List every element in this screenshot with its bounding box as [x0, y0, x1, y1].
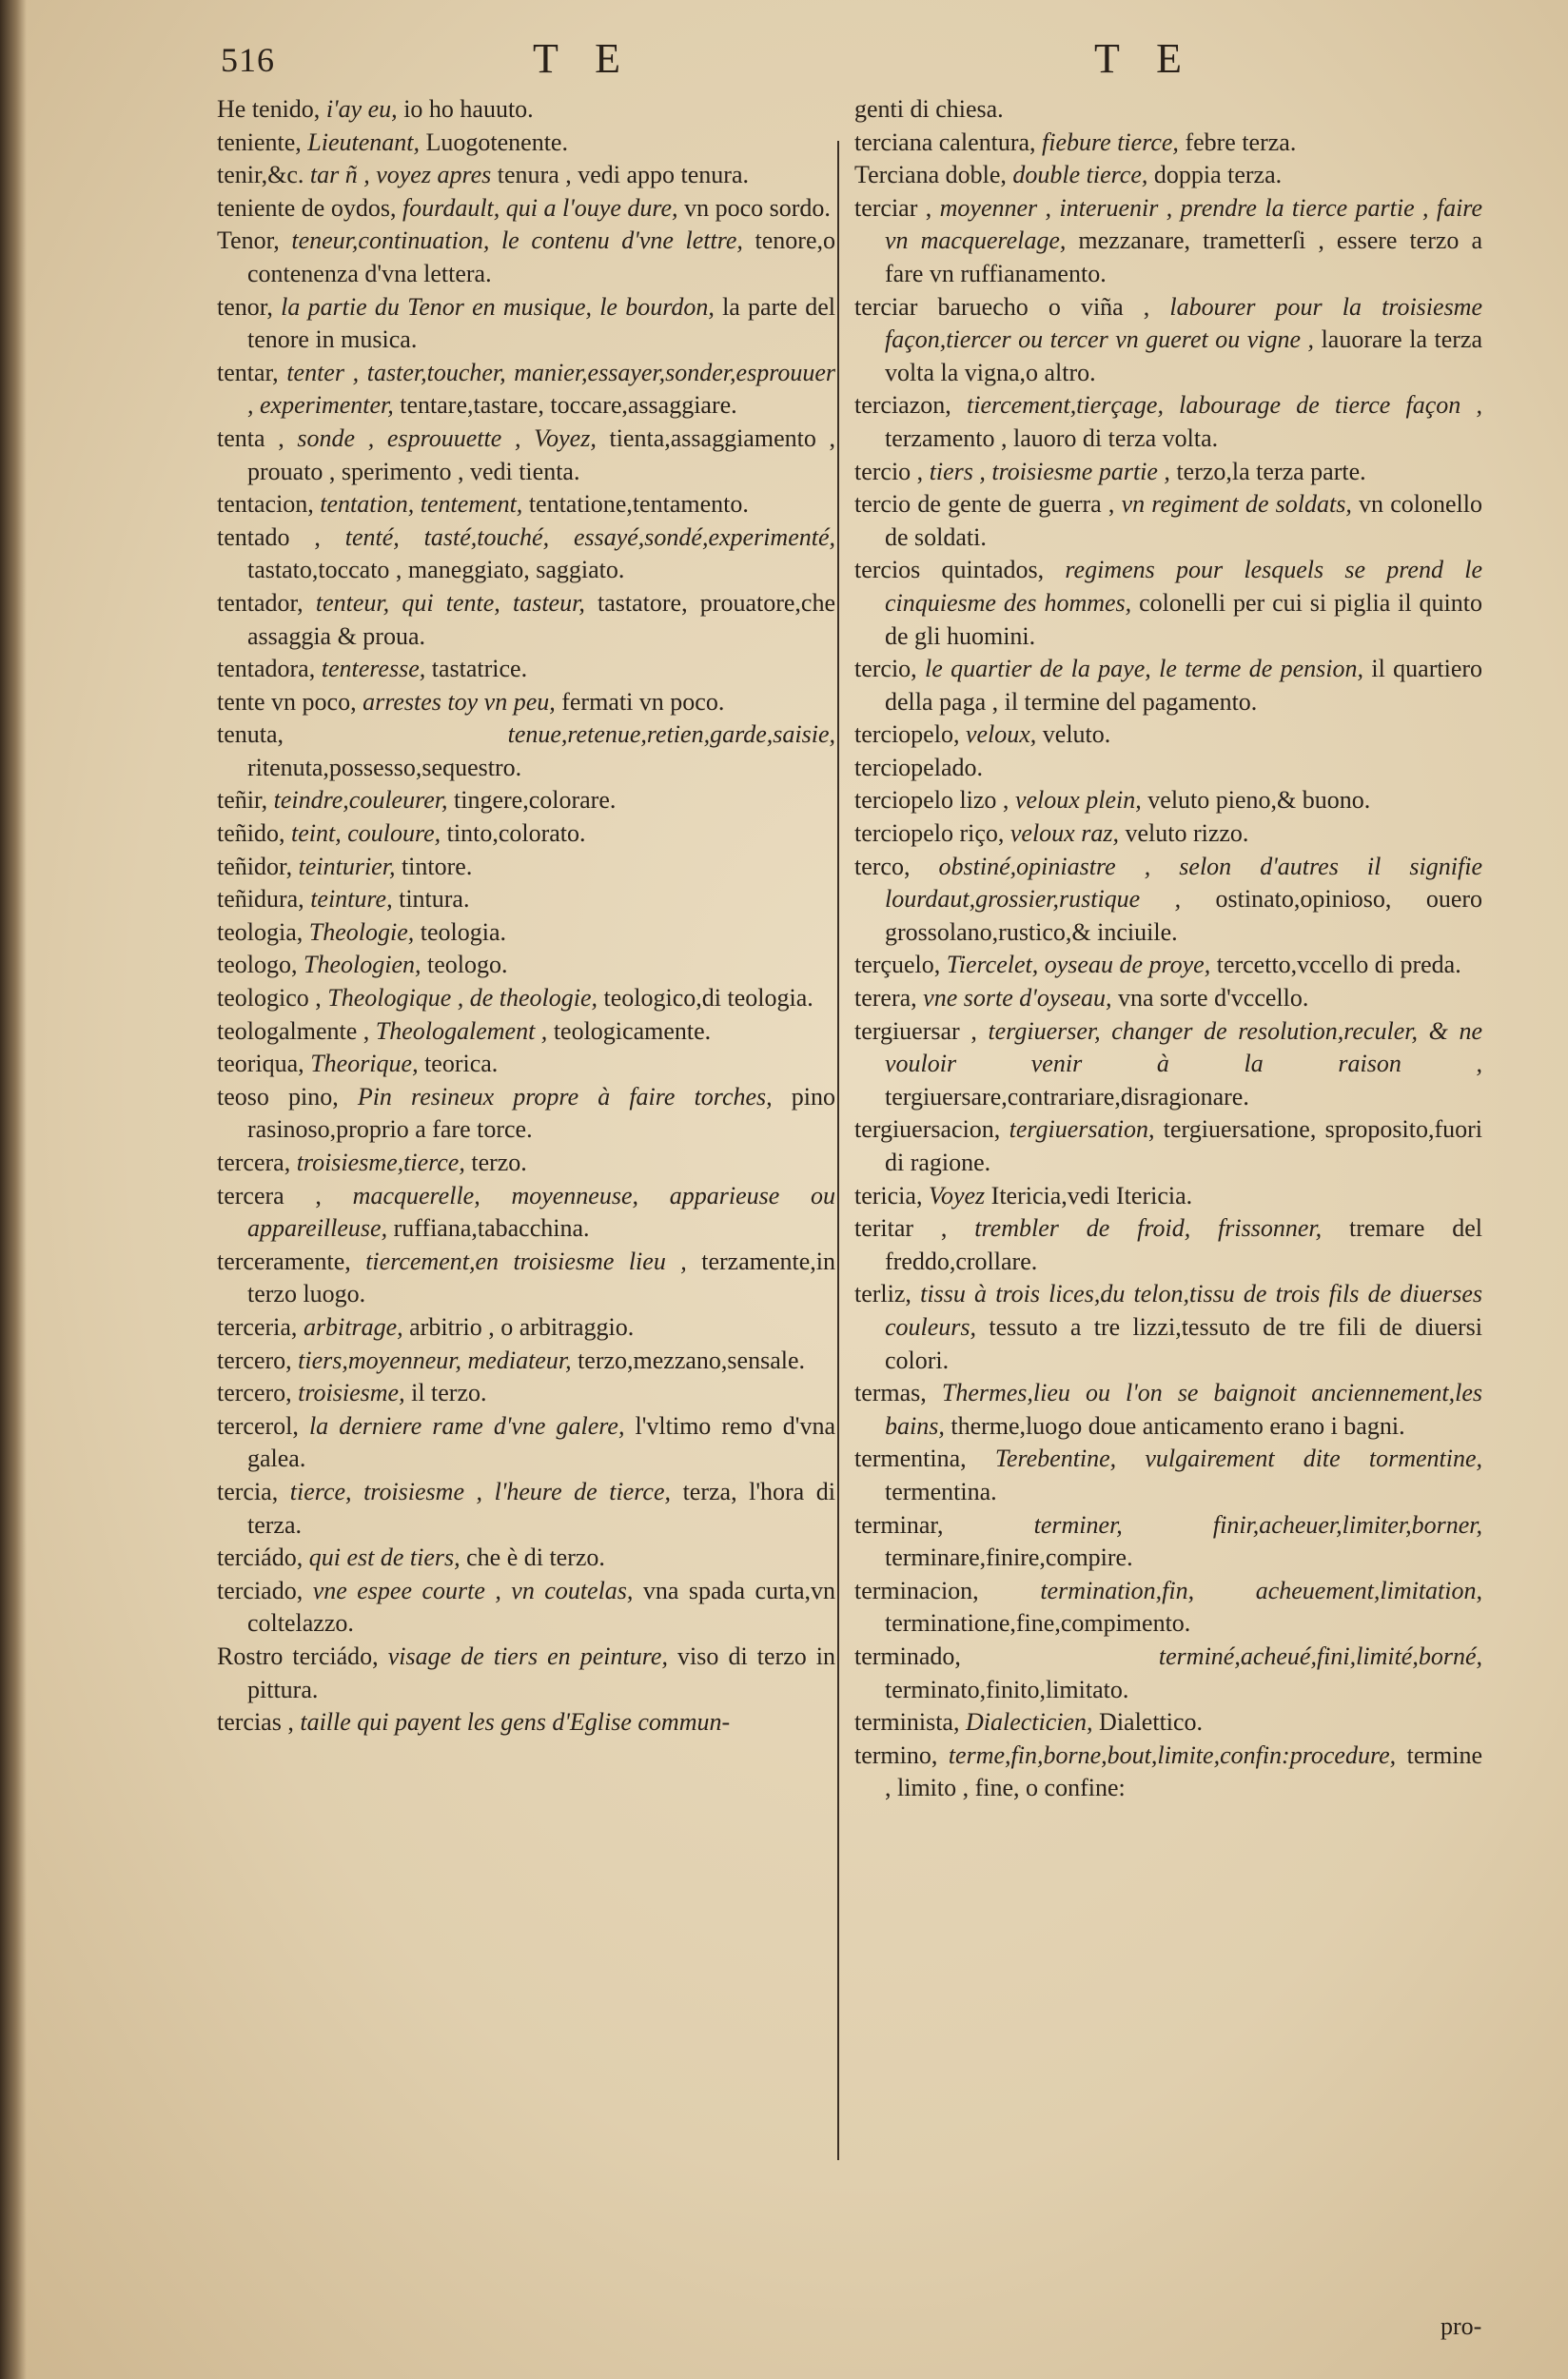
headword: terminado, — [854, 1642, 961, 1670]
dictionary-entry — [854, 1641, 1482, 1706]
headword: terminacion, — [854, 1576, 979, 1604]
italian-gloss: tinto,colorato. — [446, 819, 586, 848]
headword: terciopelado. — [854, 753, 983, 781]
headword: teñido, — [217, 819, 285, 848]
french-gloss: vn regiment de soldats, — [1121, 490, 1352, 519]
french-gloss: visage de tiers en peinture, — [387, 1642, 668, 1670]
headword: tente vn poco, — [217, 687, 357, 716]
dictionary-entry — [854, 653, 1482, 718]
french-gloss: moyenner , interuenir , prendre la tierce partie , faire vn macquerelage, — [885, 193, 1482, 255]
french-gloss: veloux, — [965, 720, 1037, 749]
italian-gloss: fermati vn poco. — [561, 687, 725, 716]
dictionary-entry — [217, 1706, 835, 1740]
italian-gloss: tintura. — [399, 885, 470, 914]
dictionary-entry — [854, 1015, 1482, 1114]
headword: terciazon, — [854, 391, 951, 420]
french-gloss: Voyez — [928, 1181, 986, 1209]
italian-gloss: febre terza. — [1185, 128, 1297, 156]
french-gloss: arrestes toy vn peu, — [363, 687, 556, 716]
headword: tenir,&c. — [217, 161, 304, 189]
dictionary-entry — [217, 127, 835, 160]
french-gloss: Tiercelet, oyseau de proye, — [946, 951, 1211, 979]
headword: teologico , — [217, 984, 322, 1013]
italian-gloss: doppia terza. — [1153, 161, 1283, 189]
headword: tercio, — [854, 655, 917, 683]
french-gloss: tenteresse, — [321, 655, 426, 683]
dictionary-entry — [217, 883, 835, 916]
italian-gloss: tentare,tastare, toccare,assaggiare. — [400, 391, 737, 420]
french-gloss: Theologien, — [304, 951, 421, 979]
book-gutter — [0, 0, 27, 2379]
french-gloss: Theologie, — [308, 917, 415, 946]
dictionary-entry — [854, 488, 1482, 554]
dictionary-entry — [854, 817, 1482, 851]
dictionary-entry — [854, 159, 1482, 192]
headword: teñidura, — [217, 885, 304, 914]
dictionary-entry — [854, 752, 1482, 785]
dictionary-entry — [217, 784, 835, 817]
italian-gloss: terminato,finito,limitato. — [885, 1675, 1129, 1703]
dictionary-entry — [854, 1509, 1482, 1575]
french-gloss: double tierce, — [1012, 161, 1148, 189]
french-gloss: veloux plein, — [1014, 786, 1142, 815]
dictionary-entry — [217, 718, 835, 784]
french-gloss: Theologique , de theologie, — [327, 984, 598, 1013]
headword: terciana calentura, — [854, 128, 1036, 156]
italian-gloss: tienta,assaggiamento , prouato , sperimento , vedi tienta. — [247, 423, 836, 485]
french-gloss: Thermes,lieu ou l'on se baignoit anciennement,les bains, — [885, 1379, 1482, 1440]
dictionary-entry — [217, 817, 835, 851]
headword: teritar , — [854, 1214, 948, 1243]
french-gloss: vne sorte d'oyseau, — [923, 984, 1112, 1013]
headword: tercerol, — [217, 1411, 299, 1440]
dictionary-entry — [854, 127, 1482, 160]
french-gloss: obstiné,opiniastre , selon d'autres il signifie lourdaut,grossier,rustique , — [885, 852, 1482, 914]
italian-gloss: colonelli per cui si piglia il quinto de gli huomini. — [885, 588, 1482, 650]
dictionary-entry — [854, 93, 1482, 127]
dictionary-entry — [217, 423, 835, 488]
italian-gloss: terzo,la terza parte. — [1176, 457, 1366, 485]
french-gloss: troisiesme, — [298, 1379, 405, 1407]
headword: tenuta, — [217, 720, 284, 749]
dictionary-entry — [854, 1278, 1482, 1377]
headword: terciado, — [217, 1576, 304, 1604]
dictionary-entry — [217, 1641, 835, 1706]
french-gloss: arbitrage, — [303, 1312, 403, 1341]
headword: tercios quintados, — [854, 556, 1045, 584]
dictionary-entry — [854, 1740, 1482, 1805]
french-gloss: Lieutenant, — [307, 128, 421, 156]
dictionary-entry — [217, 357, 835, 423]
italian-gloss: ritenuta,possesso,sequestro. — [247, 753, 522, 781]
french-gloss: regimens pour lesquels se prend le cinquiesme des hommes, — [885, 556, 1482, 617]
italian-gloss: terminare,finire,compire. — [885, 1543, 1133, 1572]
italian-gloss: teorica. — [424, 1050, 499, 1078]
headword: tercero, — [217, 1346, 292, 1374]
italian-gloss: termentina. — [885, 1477, 997, 1505]
headword: terliz, — [854, 1280, 911, 1308]
headword: tercio de gente de guerra , — [854, 490, 1115, 519]
french-gloss: teneur,continuation, le contenu d'vne lettre, — [291, 226, 743, 255]
french-gloss: la derniere rame d'vne galere, — [308, 1411, 625, 1440]
dictionary-entry — [854, 1113, 1482, 1179]
french-gloss: trembler de froid, frissonner, — [974, 1214, 1323, 1243]
italian-gloss: arbitrio , o arbitraggio. — [409, 1312, 635, 1341]
headword: tentar, — [217, 358, 279, 386]
dictionary-entry — [854, 456, 1482, 489]
italian-gloss: il quartiero della paga , il termine del pagamento. — [885, 655, 1483, 716]
italian-gloss: ruffiana,tabacchina. — [393, 1214, 590, 1243]
italian-gloss: tastatrice. — [431, 655, 528, 683]
headword: terceria, — [217, 1312, 298, 1341]
italian-gloss: terminatione,fine,compimento. — [885, 1609, 1191, 1638]
dictionary-entry — [217, 686, 835, 719]
headword: tercera, — [217, 1149, 291, 1176]
headword: tentado , — [217, 522, 321, 551]
headword: terciar baruecho o viña , — [854, 292, 1150, 321]
dictionary-entry — [217, 916, 835, 950]
french-gloss: tissu à trois lices,du telon,tissu de trois fils de diuerses couleurs, — [885, 1280, 1483, 1341]
french-gloss: tergiuersation, — [1009, 1115, 1155, 1144]
headword: teologalmente , — [217, 1016, 370, 1045]
dictionary-entry — [854, 1180, 1482, 1213]
french-gloss: teinturier, — [298, 852, 396, 880]
headword: Tenor, — [217, 226, 280, 255]
dictionary-entry — [217, 93, 835, 127]
dictionary-entry — [217, 159, 835, 192]
dictionary-entry — [854, 1575, 1482, 1641]
french-gloss: tar ñ , voyez apres — [309, 161, 492, 189]
french-gloss: fourdault, qui a l'ouye dure, — [402, 193, 678, 222]
running-head-right: T E — [1094, 35, 1195, 82]
french-gloss: tergiuerser, changer de resolution,reculer, & ne vouloir venir à la raison , — [885, 1016, 1482, 1078]
dictionary-entry — [217, 1048, 835, 1081]
running-head-left: T E — [533, 35, 634, 82]
headword: tercio , — [854, 457, 924, 485]
dictionary-entry — [217, 1575, 835, 1641]
dictionary-entry — [854, 192, 1482, 291]
french-gloss: labourer pour la troisiesme façon,tiercer ou tercer vn gueret ou vigne , — [885, 292, 1483, 354]
italian-gloss: tentatione,tentamento. — [528, 490, 749, 519]
italian-gloss: teologicamente. — [553, 1016, 712, 1045]
headword: terera, — [854, 984, 917, 1013]
italian-gloss: vn colonello de soldati. — [885, 490, 1482, 551]
headword: teologia, — [217, 917, 304, 946]
italian-gloss: il terzo. — [411, 1379, 487, 1407]
headword: terminar, — [854, 1510, 944, 1539]
headword: tercias , — [217, 1708, 294, 1737]
dictionary-entry — [217, 1542, 835, 1575]
french-gloss: termination,fin, acheuement,limitation, — [1040, 1576, 1482, 1604]
dictionary-entry — [854, 949, 1482, 982]
headword: terceramente, — [217, 1247, 351, 1275]
italian-gloss: vna spada curta,vn coltelazzo. — [247, 1576, 836, 1638]
italian-gloss: vn poco sordo. — [684, 193, 831, 222]
italian-gloss: Luogotenente. — [425, 128, 568, 156]
french-gloss: tierce, troisiesme , l'heure de tierce, — [289, 1477, 671, 1505]
italian-gloss: tenore,o contenenza d'vna lettera. — [247, 226, 836, 287]
italian-gloss: che è di terzo. — [466, 1543, 605, 1572]
italian-gloss: veluto pieno,& buono. — [1147, 786, 1371, 815]
french-gloss: la partie du Tenor en musique, le bourdon, — [281, 292, 715, 321]
french-gloss: tiers , troisiesme partie , — [929, 457, 1170, 485]
italian-gloss: tastatore, prouatore,che assaggia & proua. — [247, 588, 835, 650]
french-gloss: tenté, tasté,touché, essayé,sondé,experimenté, — [344, 522, 836, 551]
italian-gloss: termine , limito , fine, o confine: — [885, 1740, 1483, 1802]
italian-gloss: lauorare la terza volta la vigna,o altro. — [885, 325, 1482, 386]
italian-gloss: tastato,toccato , maneggiato, saggiato. — [247, 556, 625, 584]
dictionary-entry — [217, 1147, 835, 1180]
headword: tergiuersacion, — [854, 1115, 1001, 1144]
italian-gloss: tremare del freddo,crollare. — [885, 1214, 1483, 1275]
french-gloss: tiercement,en troisiesme lieu , — [365, 1247, 687, 1275]
headword: Rostro terciádo, — [217, 1642, 379, 1670]
headword: tericia, — [854, 1181, 923, 1209]
french-gloss: macquerelle, moyenneuse, apparieuse ou appareilleuse, — [247, 1181, 835, 1243]
french-gloss: tenue,retenue,retien,garde,saisie, — [507, 720, 835, 749]
dictionary-entry — [854, 389, 1482, 455]
catchword: pro- — [1441, 2312, 1482, 2340]
italian-gloss: l'vltimo remo d'vna galea. — [247, 1411, 836, 1473]
headword: tercero, — [217, 1379, 292, 1407]
french-gloss: vne espee courte , vn coutelas, — [312, 1576, 634, 1604]
headword: teoso pino, — [217, 1082, 339, 1111]
headword: teñidor, — [217, 852, 293, 880]
dictionary-entry — [854, 554, 1482, 653]
french-gloss: tiers,moyenneur, mediateur, — [298, 1346, 572, 1374]
headword: Terciana doble, — [854, 161, 1007, 189]
italian-gloss: pino rasinoso,proprio a fare torce. — [247, 1082, 835, 1144]
headword: tentador, — [217, 588, 304, 617]
french-gloss: Dialecticien, — [965, 1708, 1093, 1737]
headword: tenor, — [217, 292, 273, 321]
french-gloss: teint, couloure, — [291, 819, 441, 848]
italian-gloss: tercetto,vccello di preda. — [1216, 951, 1461, 979]
headword: terco, — [854, 852, 911, 880]
dictionary-entry — [217, 1246, 835, 1311]
italian-gloss: terzo. — [471, 1149, 527, 1176]
french-gloss: i'ay eu, — [325, 95, 398, 123]
headword: He tenido, — [217, 95, 321, 123]
italian-gloss: veluto rizzo. — [1125, 819, 1249, 848]
french-gloss: Theologalement , — [375, 1016, 548, 1045]
french-gloss: terminer, finir,acheuer,limiter,borner, — [1033, 1510, 1483, 1539]
french-gloss: troisiesme,tierce, — [296, 1149, 465, 1176]
italian-gloss: veluto. — [1042, 720, 1111, 749]
dictionary-entry — [217, 1410, 835, 1476]
italian-gloss: tessuto a tre lizzi,tessuto de tre fili de diuersi colori. — [885, 1312, 1483, 1374]
italian-gloss: terzamente,in terzo luogo. — [247, 1247, 836, 1308]
dictionary-entry — [217, 225, 835, 290]
headword: tentadora, — [217, 655, 316, 683]
headword: tentacion, — [217, 490, 314, 519]
left-column — [217, 93, 835, 1740]
dictionary-entry — [217, 1345, 835, 1378]
italian-gloss: teologo. — [427, 951, 508, 979]
french-gloss: teindre,couleurer, — [273, 786, 448, 815]
italian-gloss: teologico,di teologia. — [603, 984, 813, 1013]
dictionary-entry — [854, 291, 1482, 390]
italian-gloss: tingere,colorare. — [454, 786, 617, 815]
italian-gloss: terzo,mezzano,sensale. — [578, 1346, 806, 1374]
dictionary-entry — [217, 291, 835, 357]
french-gloss: tenter , taster,toucher, manier,essayer,sonder,esprouuer , experimenter, — [247, 358, 836, 420]
italian-gloss: tergiuersatione, sproposito,fuori di ragione. — [885, 1115, 1483, 1176]
dictionary-entry — [854, 851, 1482, 950]
italian-gloss: tergiuersare,contrariare,disragionare. — [885, 1082, 1249, 1111]
italian-gloss: therme,luogo doue anticamento erano i bagni. — [951, 1411, 1405, 1440]
italian-gloss: vna sorte d'vccello. — [1118, 984, 1309, 1013]
italian-gloss: genti di chiesa. — [854, 95, 1004, 123]
french-gloss: terminé,acheué,fini,limité,borné, — [1158, 1642, 1482, 1670]
right-column — [854, 93, 1482, 1805]
dictionary-entry — [217, 1081, 835, 1147]
french-gloss: Terebentine, vulgairement dite tormentine, — [994, 1445, 1482, 1473]
french-gloss: le quartier de la paye, le terme de pension, — [925, 655, 1364, 683]
french-gloss: Pin resineux propre à faire torches, — [357, 1082, 773, 1111]
headword: terciopelo lizo , — [854, 786, 1009, 815]
headword: terciar , — [854, 193, 932, 222]
italian-gloss: tenura , vedi appo tenura. — [497, 161, 750, 189]
dictionary-entry — [854, 1377, 1482, 1443]
italian-gloss: viso di terzo in pittura. — [247, 1642, 836, 1703]
dictionary-entry — [217, 653, 835, 686]
headword: terminista, — [854, 1708, 960, 1737]
french-gloss: veloux raz, — [1009, 819, 1119, 848]
dictionary-entry — [854, 1706, 1482, 1740]
headword: teniente de oydos, — [217, 193, 397, 222]
headword: teñir, — [217, 786, 268, 815]
french-gloss: taille qui payent les gens d'Eglise commun- — [300, 1708, 731, 1737]
dictionary-entry — [217, 1311, 835, 1345]
headword: teoriqua, — [217, 1050, 304, 1078]
italian-gloss: Itericia,vedi Itericia. — [990, 1181, 1193, 1209]
italian-gloss: terza, l'hora di terza. — [247, 1477, 836, 1539]
italian-gloss: la parte del tenore in musica. — [247, 292, 836, 354]
dictionary-entry — [854, 718, 1482, 752]
dictionary-entry — [854, 1443, 1482, 1508]
dictionary-entry — [854, 784, 1482, 817]
french-gloss: qui est de tiers, — [308, 1543, 461, 1572]
dictionary-entry — [217, 1476, 835, 1542]
italian-gloss: tintore. — [401, 852, 473, 880]
french-gloss: sonde , esprouuette , Voyez, — [297, 423, 597, 452]
italian-gloss: io ho hauuto. — [403, 95, 534, 123]
headword: teologo, — [217, 951, 298, 979]
headword: termas, — [854, 1379, 927, 1407]
headword: tergiuersar , — [854, 1016, 977, 1045]
headword: terçuelo, — [854, 951, 941, 979]
dictionary-entry — [854, 1212, 1482, 1278]
dictionary-entry — [217, 488, 835, 521]
italian-gloss: Dialettico. — [1099, 1708, 1204, 1737]
headword: teniente, — [217, 128, 302, 156]
dictionary-entry — [217, 949, 835, 982]
french-gloss: teinture, — [310, 885, 393, 914]
headword: terciopelo riço, — [854, 819, 1005, 848]
dictionary-entry — [217, 982, 835, 1015]
dictionary-entry — [217, 1015, 835, 1049]
french-gloss: tentation, tentement, — [320, 490, 523, 519]
french-gloss: tenteur, qui tente, tasteur, — [315, 588, 585, 617]
column-divider — [837, 141, 839, 2160]
dictionary-entry — [854, 982, 1482, 1015]
page-number: 516 — [221, 41, 275, 79]
dictionary-entry — [217, 587, 835, 653]
italian-gloss: teologia. — [420, 917, 507, 946]
french-gloss: terme,fin,borne,bout,limite,confin:procedure, — [948, 1740, 1397, 1769]
italian-gloss: mezzanare, trametterſi , essere terzo a fare vn ruffianamento. — [885, 226, 1482, 287]
dictionary-entry — [217, 1377, 835, 1410]
italian-gloss: ostinato,opinioso, ouero grossolano,rustico,& inciuile. — [885, 885, 1483, 946]
dictionary-entry — [217, 851, 835, 884]
headword: terciopelo, — [854, 720, 960, 749]
dictionary-entry — [217, 1180, 835, 1246]
headword: tercera , — [217, 1181, 322, 1209]
french-gloss: fiebure tierce, — [1042, 128, 1179, 156]
headword: terciádo, — [217, 1543, 304, 1572]
headword: termentina, — [854, 1445, 967, 1473]
dictionary-entry — [217, 192, 835, 226]
italian-gloss: terzamento , lauoro di terza volta. — [885, 423, 1219, 452]
headword: tercia, — [217, 1477, 279, 1505]
headword: termino, — [854, 1740, 938, 1769]
dictionary-entry — [217, 521, 835, 587]
french-gloss: tiercement,tierçage, labourage de tierce façon , — [967, 391, 1482, 420]
headword: tenta , — [217, 423, 284, 452]
french-gloss: Theorique, — [310, 1050, 419, 1078]
